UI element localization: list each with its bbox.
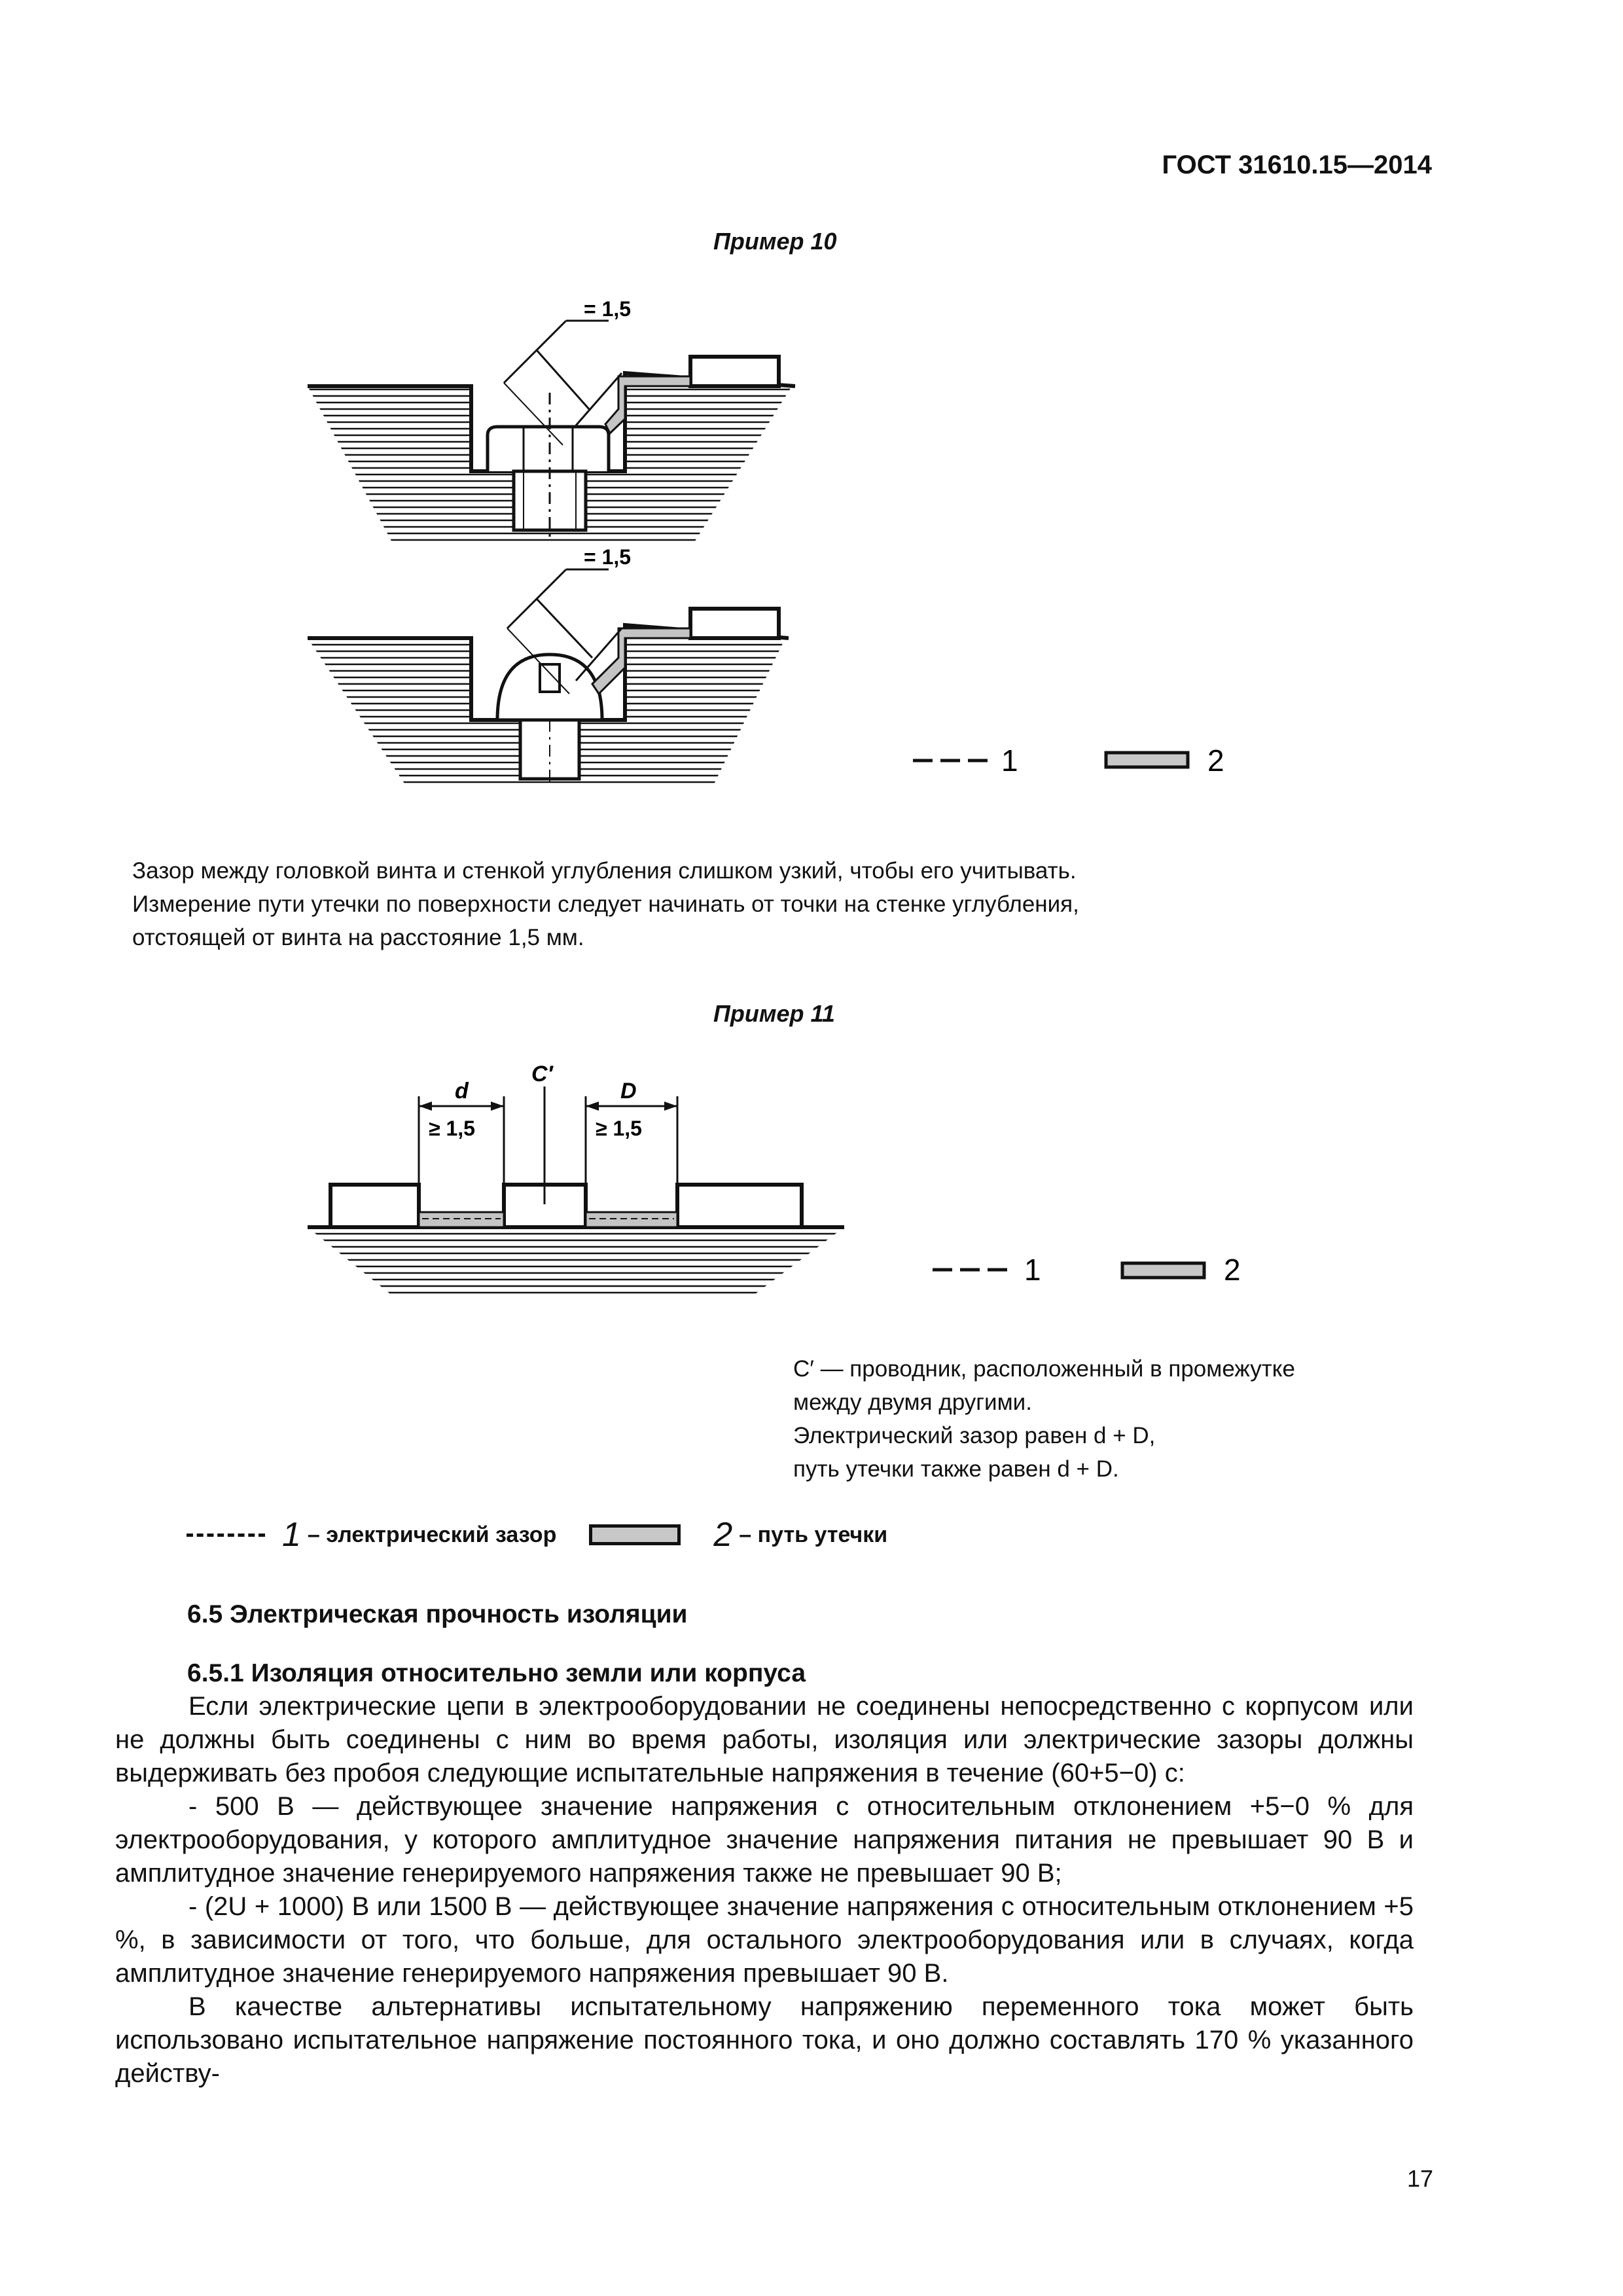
ex11-leakage-left bbox=[419, 1212, 504, 1227]
lower-plate bbox=[690, 609, 779, 638]
legend-dash-icon bbox=[187, 1534, 265, 1537]
example-10-note: Зазор между головкой винта и стенкой углубления слишком узкий, чтобы его учитывать. Измерение пути утечки по поверхности следует начинать от точки на стенке углубления, отстоящей от винта на расстояние 1,5 мм. bbox=[132, 858, 1079, 950]
example-11-legend-1: 1 bbox=[1024, 1253, 1041, 1287]
document-header: ГОСТ 31610.15—2014 bbox=[1162, 151, 1432, 179]
example-11-note: C′ — проводник, расположенный в промежутке между двумя другими. Электрический зазор равен d + D, путь утечки также равен d + D. bbox=[793, 1356, 1295, 1482]
paragraph-4: В качестве альтернативы испытательному напряжению переменного тока может быть использовано испытательное напряжение постоянного тока, и оно должно составлять 170 % указанного действу- bbox=[115, 1992, 1414, 2088]
upper-dimension-label: = 1,5 bbox=[584, 297, 632, 321]
example-10-legend-1: 1 bbox=[1001, 744, 1018, 778]
section-heading: 6.5 Электрическая прочность изоляции bbox=[187, 1600, 688, 1628]
section-body bbox=[115, 1690, 1414, 2090]
legend-swatch-icon bbox=[589, 1524, 681, 1545]
legend-number-2: 2 bbox=[713, 1516, 733, 1554]
page-number: 17 bbox=[1406, 2165, 1433, 2192]
example-11-legend-2: 2 bbox=[1224, 1253, 1241, 1287]
ex11-dim-D: ≥ 1,5 bbox=[596, 1117, 642, 1140]
lower-dimension-label: = 1,5 bbox=[584, 545, 632, 569]
example-11-legend-swatch bbox=[1122, 1263, 1204, 1278]
ex11-dim-d: ≥ 1,5 bbox=[429, 1117, 475, 1140]
ex11-label-C: C′ bbox=[531, 1062, 553, 1086]
legend-text-1: – электрический зазор bbox=[307, 1522, 557, 1547]
ex11-leakage-right bbox=[586, 1212, 677, 1227]
paragraph-3: - (2U + 1000) В или 1500 В — действующее значение напряжения с относительным отклонением +5 %, в зависимости от того, что больше, для остального электрооборудования или в случаях, когда амплитудное значение генерируемого напряжения превышает 90 В. bbox=[115, 1892, 1414, 1988]
example-10-legend-swatch bbox=[1106, 753, 1188, 767]
ex11-conductor-right bbox=[677, 1185, 802, 1227]
example-11-title: Пример 11 bbox=[713, 1000, 835, 1027]
paragraph-1: Если электрические цепи в электрооборудовании не соединены непосредственно с корпусом или не должны быть соединены с ним во время работы, изоляция или электрические зазоры должны выдерживать без пробоя следующие испытательные напряжения в течение (60+5−0) с: bbox=[115, 1692, 1414, 1787]
ex11-label-D: D bbox=[620, 1079, 637, 1103]
ex11-base-hatch bbox=[308, 1227, 844, 1296]
subsection-heading: 6.5.1 Изоляция относительно земли или корпуса bbox=[187, 1659, 806, 1687]
legend-text-2: – путь утечки bbox=[739, 1522, 888, 1547]
paragraph-2: - 500 В — действующее значение напряжения с относительным отклонением +5−0 % для электрооборудования, у которого амплитудное значение напряжения питания не превышает 90 В и амплитудное значение генерируемого напряжения также не превышает 90 В; bbox=[115, 1792, 1414, 1888]
ex11-label-d: d bbox=[455, 1079, 469, 1103]
ex11-conductor-left bbox=[330, 1185, 419, 1227]
legend-bar bbox=[187, 1515, 887, 1554]
upper-plate bbox=[690, 357, 779, 386]
example-10-figure bbox=[0, 0, 1623, 818]
example-11-figure bbox=[0, 1047, 1623, 1374]
upper-screw-head bbox=[488, 427, 609, 471]
legend-number-1: 1 bbox=[282, 1516, 301, 1554]
example-10-legend-2: 2 bbox=[1207, 744, 1224, 778]
example-10-title: Пример 10 bbox=[713, 228, 837, 255]
